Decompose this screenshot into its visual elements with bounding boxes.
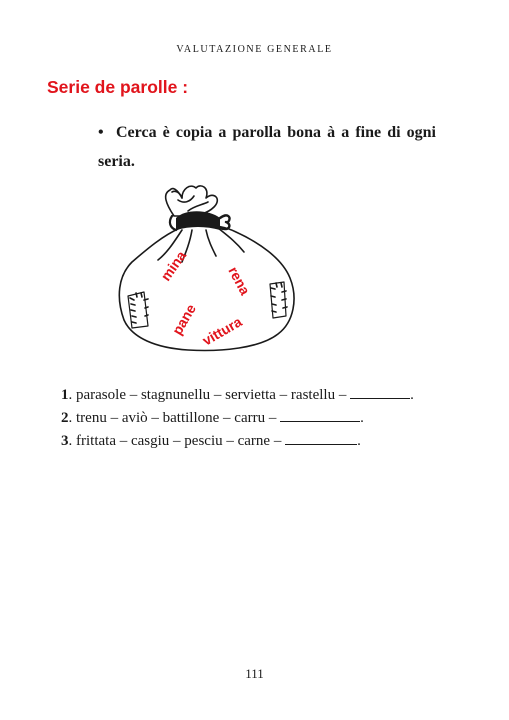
answer-blank[interactable] — [350, 385, 410, 399]
exercise-number: 3 — [61, 433, 69, 449]
exercise-words: frittata – casgiu – pesciu – carne – — [76, 433, 286, 449]
bag-word-pane: pane — [168, 301, 199, 338]
instruction — [98, 118, 436, 176]
running-head: VALUTAZIONE GENERALE — [176, 44, 333, 55]
page-number: 111 — [245, 666, 264, 681]
sack-illustration — [110, 178, 305, 358]
exercise-words: parasole – stagnunellu – servietta – rastellu – — [76, 387, 351, 403]
bag-word-rena: rena — [225, 263, 254, 298]
section-title: Serie de parolle : — [47, 77, 189, 97]
bag-word-vittura: vittura — [199, 313, 245, 349]
exercise-item: 3. frittata – casgiu – pesciu – carne – . — [61, 433, 361, 449]
exercise-words: trenu – aviò – battillone – carru – — [76, 410, 281, 426]
sack-icon — [119, 186, 294, 351]
bag-word-mina: mina — [157, 247, 190, 284]
exercise-list — [61, 384, 441, 453]
answer-blank[interactable] — [285, 431, 357, 445]
exercise-number: 1 — [61, 387, 69, 403]
instruction-text: Cerca è copia a parolla bona à a fine di ogni seria. — [98, 124, 436, 170]
exercise-item: 1. parasole – stagnunellu – servietta – rastellu – . — [61, 387, 414, 403]
exercise-item: 2. trenu – aviò – battillone – carru – . — [61, 410, 364, 426]
exercise-number: 2 — [61, 410, 69, 426]
answer-blank[interactable] — [280, 408, 360, 422]
bullet-icon: • — [98, 124, 104, 141]
